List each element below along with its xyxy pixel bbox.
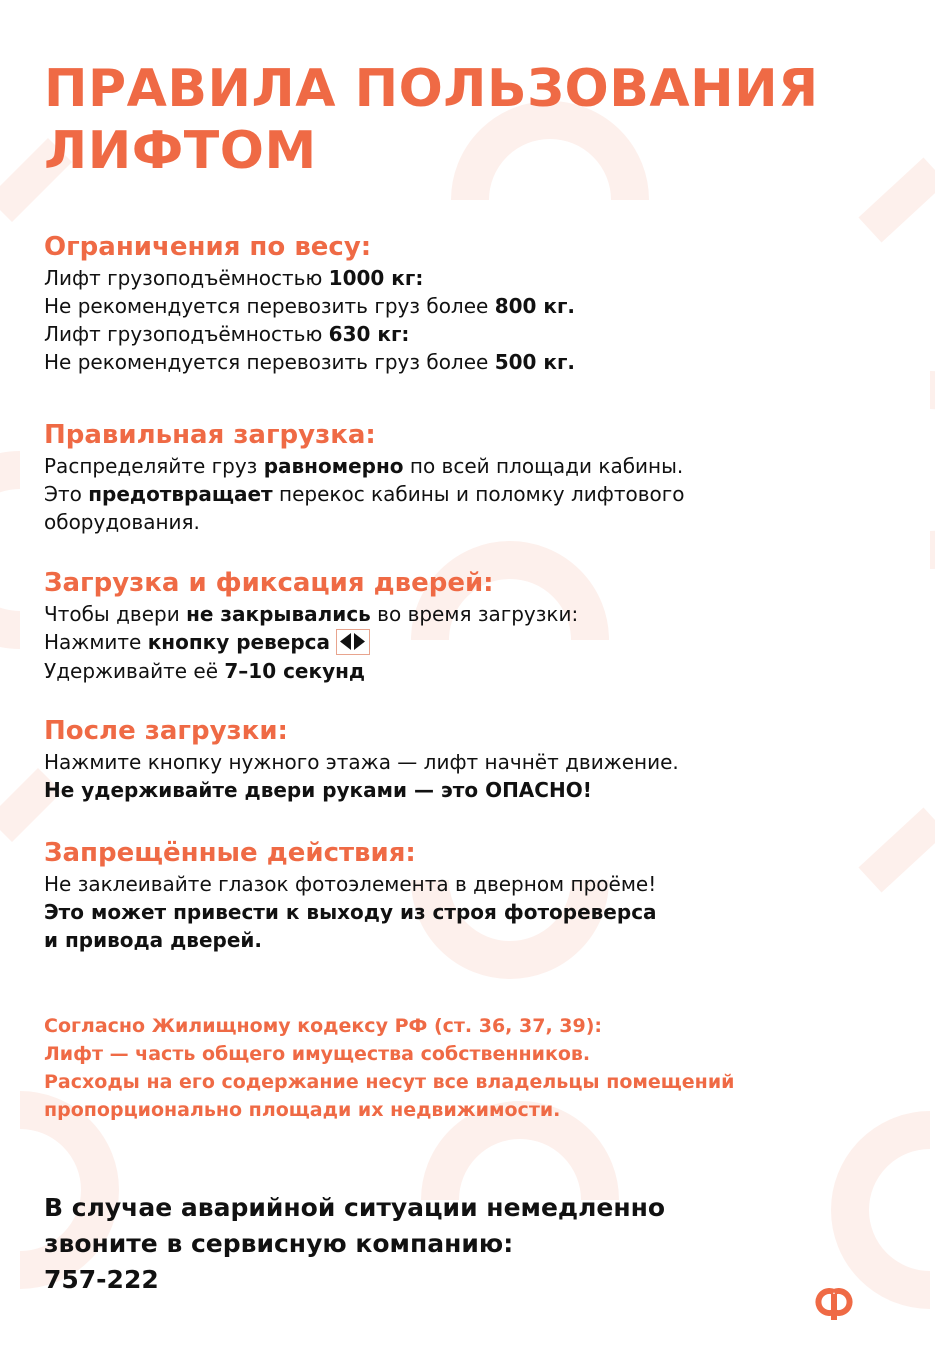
- page-title: [44, 58, 819, 182]
- loading-line-1: Распределяйте груз равномерно по всей площади кабины.: [44, 454, 684, 478]
- weight-line-1: Лифт грузоподъёмностью 1000 кг:: [44, 266, 424, 290]
- emergency-line-2: звоните в сервисную компанию:: [44, 1229, 514, 1258]
- after-line-1: Нажмите кнопку нужного этажа — лифт начнёт движение.: [44, 750, 679, 774]
- weight-line-2: Не рекомендуется перевозить груз более 800 кг.: [44, 294, 576, 318]
- section-proper-loading: [44, 420, 904, 536]
- loading-line-2: Это предотвращает перекос кабины и поломку лифтового: [44, 482, 685, 506]
- reverse-arrows-icon: [336, 629, 370, 655]
- section-legal-note: [44, 1012, 904, 1124]
- emergency-phone: 757-222: [44, 1265, 159, 1294]
- weight-line-3: Лифт грузоподъёмностью 630 кг:: [44, 322, 410, 346]
- section-weight-limits: [44, 232, 904, 376]
- weight-line-4: Не рекомендуется перевозить груз более 500 кг.: [44, 350, 576, 374]
- legal-line-3: Расходы на его содержание несут все владельцы помещений: [44, 1071, 735, 1093]
- emergency-line-1: В случае аварийной ситуации немедленно: [44, 1193, 666, 1222]
- section-door-fixing: [44, 568, 904, 685]
- doors-line-3: Удерживайте её 7–10 секунд: [44, 658, 366, 683]
- after-heading: После загрузки:: [44, 716, 288, 746]
- doors-line-2: Нажмите кнопку реверса: [44, 628, 904, 657]
- legal-line-4: пропорционально площади их недвижимости.: [44, 1099, 561, 1121]
- section-emergency: [44, 1190, 904, 1298]
- title-line-1: ПРАВИЛА ПОЛЬЗОВАНИЯ: [44, 59, 819, 119]
- loading-heading: Правильная загрузка:: [44, 420, 376, 450]
- forbidden-heading: Запрещённые действия:: [44, 838, 416, 868]
- section-forbidden-actions: [44, 838, 904, 954]
- forbidden-line-3: и привода дверей.: [44, 928, 262, 952]
- legal-line-2: Лифт — часть общего имущества собственников.: [44, 1043, 591, 1065]
- doors-heading: Загрузка и фиксация дверей:: [44, 568, 494, 598]
- after-line-2: Не удерживайте двери руками — это ОПАСНО!: [44, 778, 592, 802]
- brand-logo-icon: [808, 1282, 860, 1322]
- doors-line-1: Чтобы двери не закрывались во время загрузки:: [44, 602, 579, 626]
- legal-line-1: Согласно Жилищному кодексу РФ (ст. 36, 37, 39):: [44, 1015, 603, 1037]
- title-line-2: ЛИФТОМ: [44, 121, 317, 181]
- loading-line-3: оборудования.: [44, 510, 200, 534]
- forbidden-line-2: Это может привести к выходу из строя фотореверса: [44, 900, 657, 924]
- forbidden-line-1: Не заклеивайте глазок фотоэлемента в дверном проёме!: [44, 872, 657, 896]
- section-after-loading: [44, 716, 904, 804]
- weight-heading: Ограничения по весу:: [44, 232, 372, 262]
